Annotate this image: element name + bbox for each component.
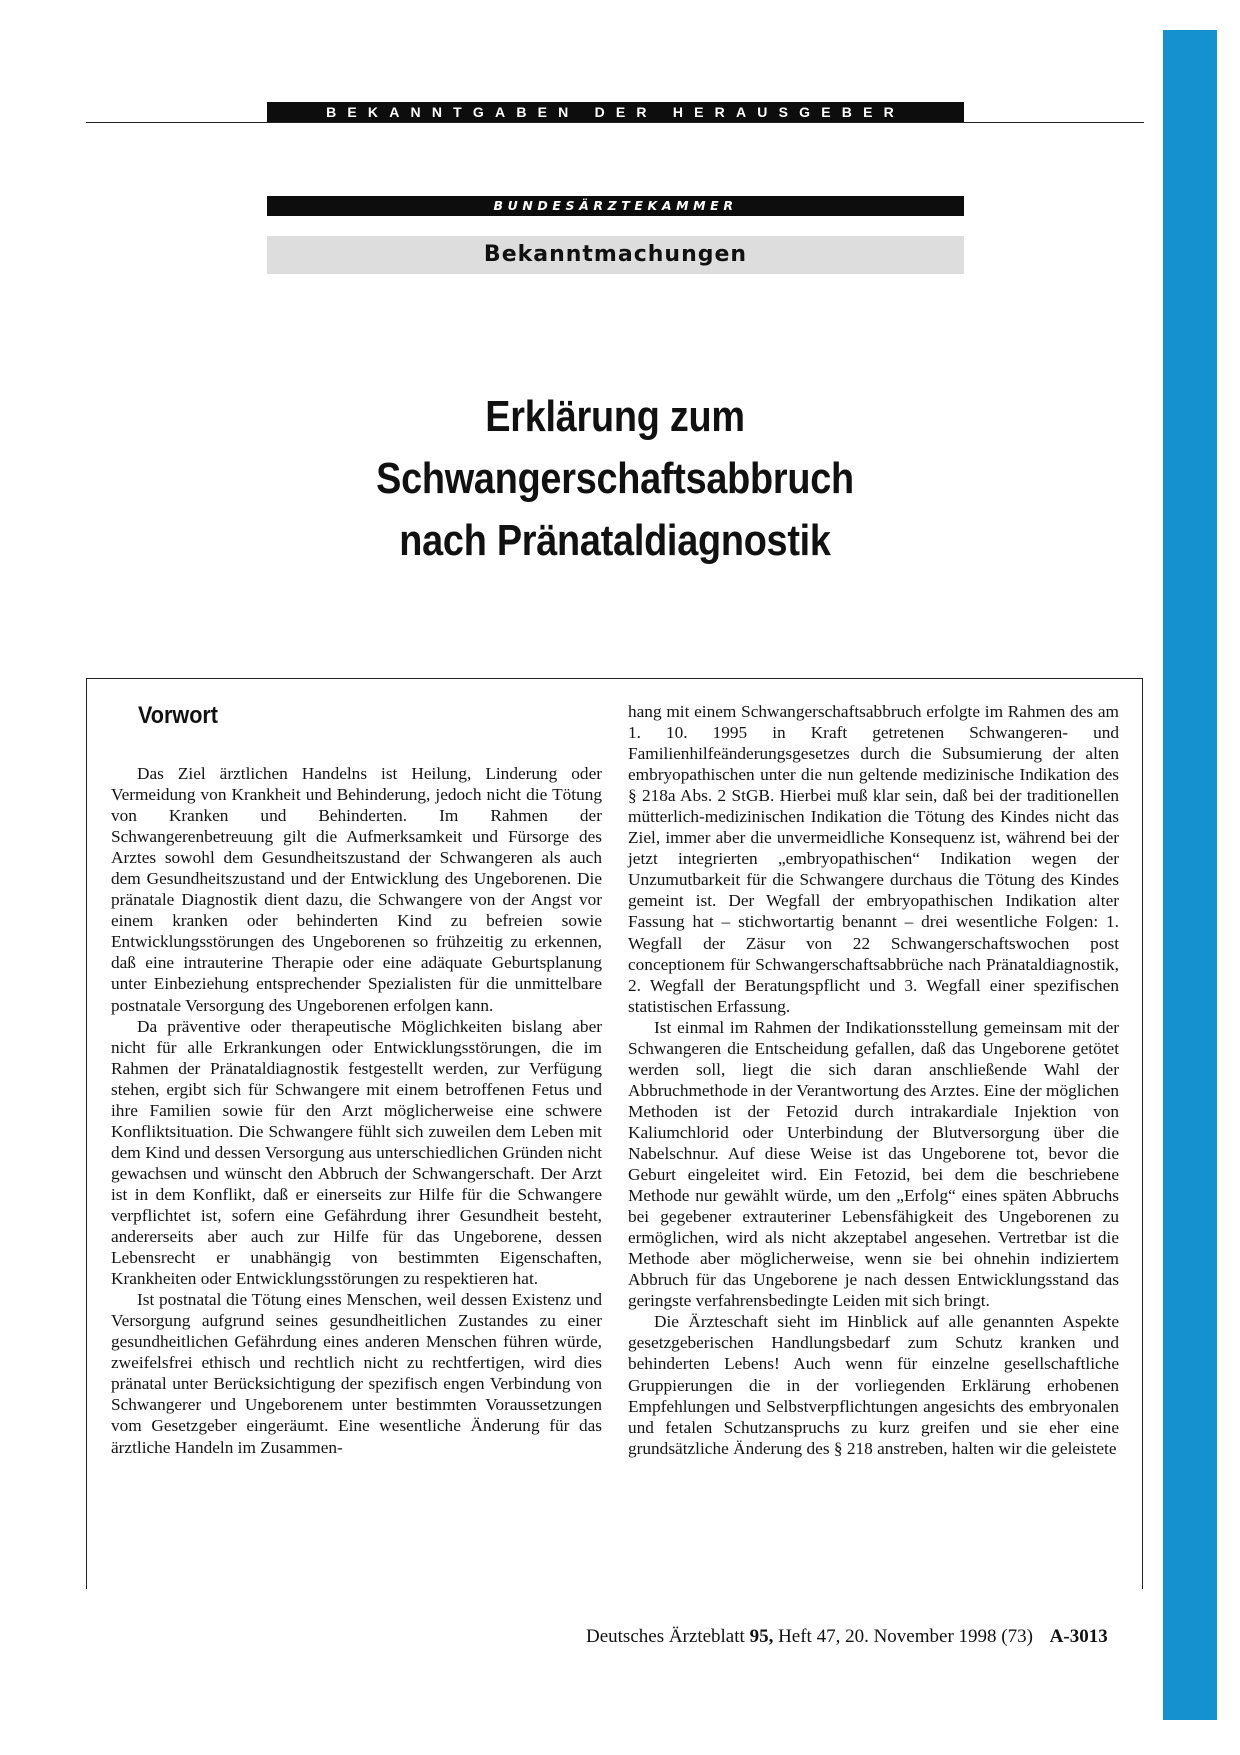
journal-name: Deutsches Ärzteblatt — [586, 1626, 745, 1647]
paragraph: hang mit einem Schwangerschaftsabbruch erfolgte im Rahmen des am 1. 10. 1995 in Kraft getretenen Schwangeren- und Familienhilfeänderungsgesetzes durch die Subsumierung der alten embryopathischen unter die nun geltende medizinische Indikation des § 218a Abs. 2 StGB. Hierbei muß klar sein, daß bei der traditionellen mütterlich-medizinischen Indikation die Tötung des Kindes nicht das Ziel, immer aber die unvermeidliche Konsequenz ist, während bei der jetzt integrierten „embryopathischen“ Indikation wegen der Unzumutbarkeit für die Schwangere durchaus die Tötung des Kindes gemeint ist. Der Wegfall der embryopathischen Indikation alter Fassung hat – stichwortartig benannt – drei wesentliche Folgen: 1. Wegfall der Zäsur von 22 Schwangerschaftswochen post conceptionem für Schwangerschaftsabbrüche nach Pränataldiagnostik, 2. Wegfall der Beratungspflicht und 3. Wegfall einer spezifischen statistischen Erfassung. — [628, 702, 1119, 1016]
article-title — [258, 386, 972, 572]
paragraph: Ist postnatal die Tötung eines Menschen, weil dessen Existenz und Versorgung aufgrund seines gesundheitlichen Zustandes zu einer gesundheitlichen Gefährdung eines anderen Menschen führen würde, zweifelsfrei ethisch und rechtlich nicht zu rechtfertigen, wird dies pränatal unter Berücksichtigung der spezifisch engen Verbindung von Schwangerer und Ungeborenem unter bestimmten Voraussetzungen vom Gesetzgeber eingeräumt. Eine wesentliche Änderung für das ärztliche Handeln im Zusammen- — [111, 1290, 602, 1457]
left-column — [111, 763, 602, 1458]
header-rule — [86, 122, 1144, 123]
journal-issue: Heft 47, 20. November 1998 (73) — [778, 1626, 1033, 1647]
paragraph: Ist einmal im Rahmen der Indikationsstellung gemeinsam mit der Schwangeren die Entscheidung gefallen, daß das Ungeborene getötet werden soll, liegt die sich daran anschließende Wahl der Abbruchmethode in der Verantwortung des Arztes. Eine der möglichen Methoden ist der Fetozid durch intrakardiale Injektion von Kaliumchlorid oder Unterbindung der Blutversorgung über die Nabelschnur. Auf diese Weise ist das Ungeborene tot, bevor die Geburt eingeleitet wird. Ein Fetozid, bei dem die beschriebene Methode nur gewählt würde, um den „Erfolg“ eines späten Abbruchs bei gegebener extrauteriner Lebensfähigkeit des Ungeborenen zu ermöglichen, wird als nicht akzeptabel angesehen. Vertretbar ist die Methode aber möglicherweise, wenn sie bei ohnehin indiziertem Abbruch für das Ungeborene je nach dessen Entwicklungsstand das geringste verfahrensbedingte Leiden mit sich bringt. — [628, 1017, 1119, 1311]
title-line: Erklärung zum — [485, 392, 745, 441]
subheading-vorwort: Vorwort — [138, 702, 219, 729]
paragraph: Die Ärzteschaft sieht im Hinblick auf alle genannten Aspekte gesetzgeberischen Handlungsbedarf zum Schutz kranken und behinderten Lebens! Auch wenn für einzelne gesellschaftliche Gruppierungen die in der vorliegenden Erklärung erhobenen Empfehlungen und Selbstverpflichtungen angesichts des embryonalen und fetalen Schutzanspruchs zu kurz greifen und sie eher eine grundsätzliche Änderung des § 218 anstreben, halten wir die geleistete — [628, 1312, 1119, 1458]
page-number: A-3013 — [1049, 1626, 1108, 1647]
journal-volume: 95, — [749, 1626, 774, 1647]
page-footer — [586, 1626, 1108, 1648]
title-line: nach Pränataldiagnostik — [399, 516, 831, 565]
paragraph: Das Ziel ärztlichen Handelns ist Heilung, Linderung oder Vermeidung von Krankheit und Behinderung, jedoch nicht die Tötung von Kranken und Behinderten. Im Rahmen der Schwangerenbetreuung gilt die Aufmerksamkeit und Fürsorge des Arztes sowohl dem Gesundheitszustand der Schwangeren als auch dem Gesundheitszustand und der Entwicklung des Ungeborenen. Die pränatale Diagnostik dient dazu, die Schwangere von der Angst vor einem kranken oder behinderten Kind zu befreien sowie Entwicklungsstörungen des Ungeborenen so frühzeitig zu erkennen, daß eine intrauterine Therapie oder eine adäquate Geburtsplanung unter Einbeziehung entsprechender Spezialisten für die unmittelbare postnatale Versorgung des Ungeborenen erfolgen kann. — [111, 764, 602, 1015]
kicker-banner: BEKANNTGABEN DER HERAUSGEBER — [267, 102, 964, 122]
margin-color-bar — [1163, 30, 1217, 1720]
rubric-heading: Bekanntmachungen — [267, 236, 964, 274]
paragraph: Da präventive oder therapeutische Möglichkeiten bislang aber nicht für alle Erkrankungen oder Entwicklungsstörungen, die im Rahmen der Pränataldiagnostik festgestellt werden, zur Verfügung stehen, ergibt sich für Schwangere mit einem betroffenen Fetus und ihre Familien sowie für den Arzt möglicherweise eine schwere Konfliktsituation. Die Schwangere fühlt sich zuweilen dem Leben mit dem Kind und dessen Versorgung aus unterschiedlichen Gründen nicht gewachsen und wünscht den Abbruch der Schwangerschaft. Der Arzt ist in dem Konflikt, daß er einerseits zur Hilfe für die Schwangere verpflichtet ist, sofern eine Gefährdung ihrer Gesundheit besteht, andererseits aber auch zur Hilfe für das Ungeborene, dessen Lebensrecht er unabhängig von bestimmten Eigenschaften, Krankheiten oder Entwicklungsstörungen zu respektieren hat. — [111, 1016, 602, 1289]
right-column — [628, 701, 1119, 1459]
title-line: Schwangerschaftsabbruch — [376, 454, 854, 503]
section-banner: BUNDESÄRZTEKAMMER — [267, 196, 964, 216]
